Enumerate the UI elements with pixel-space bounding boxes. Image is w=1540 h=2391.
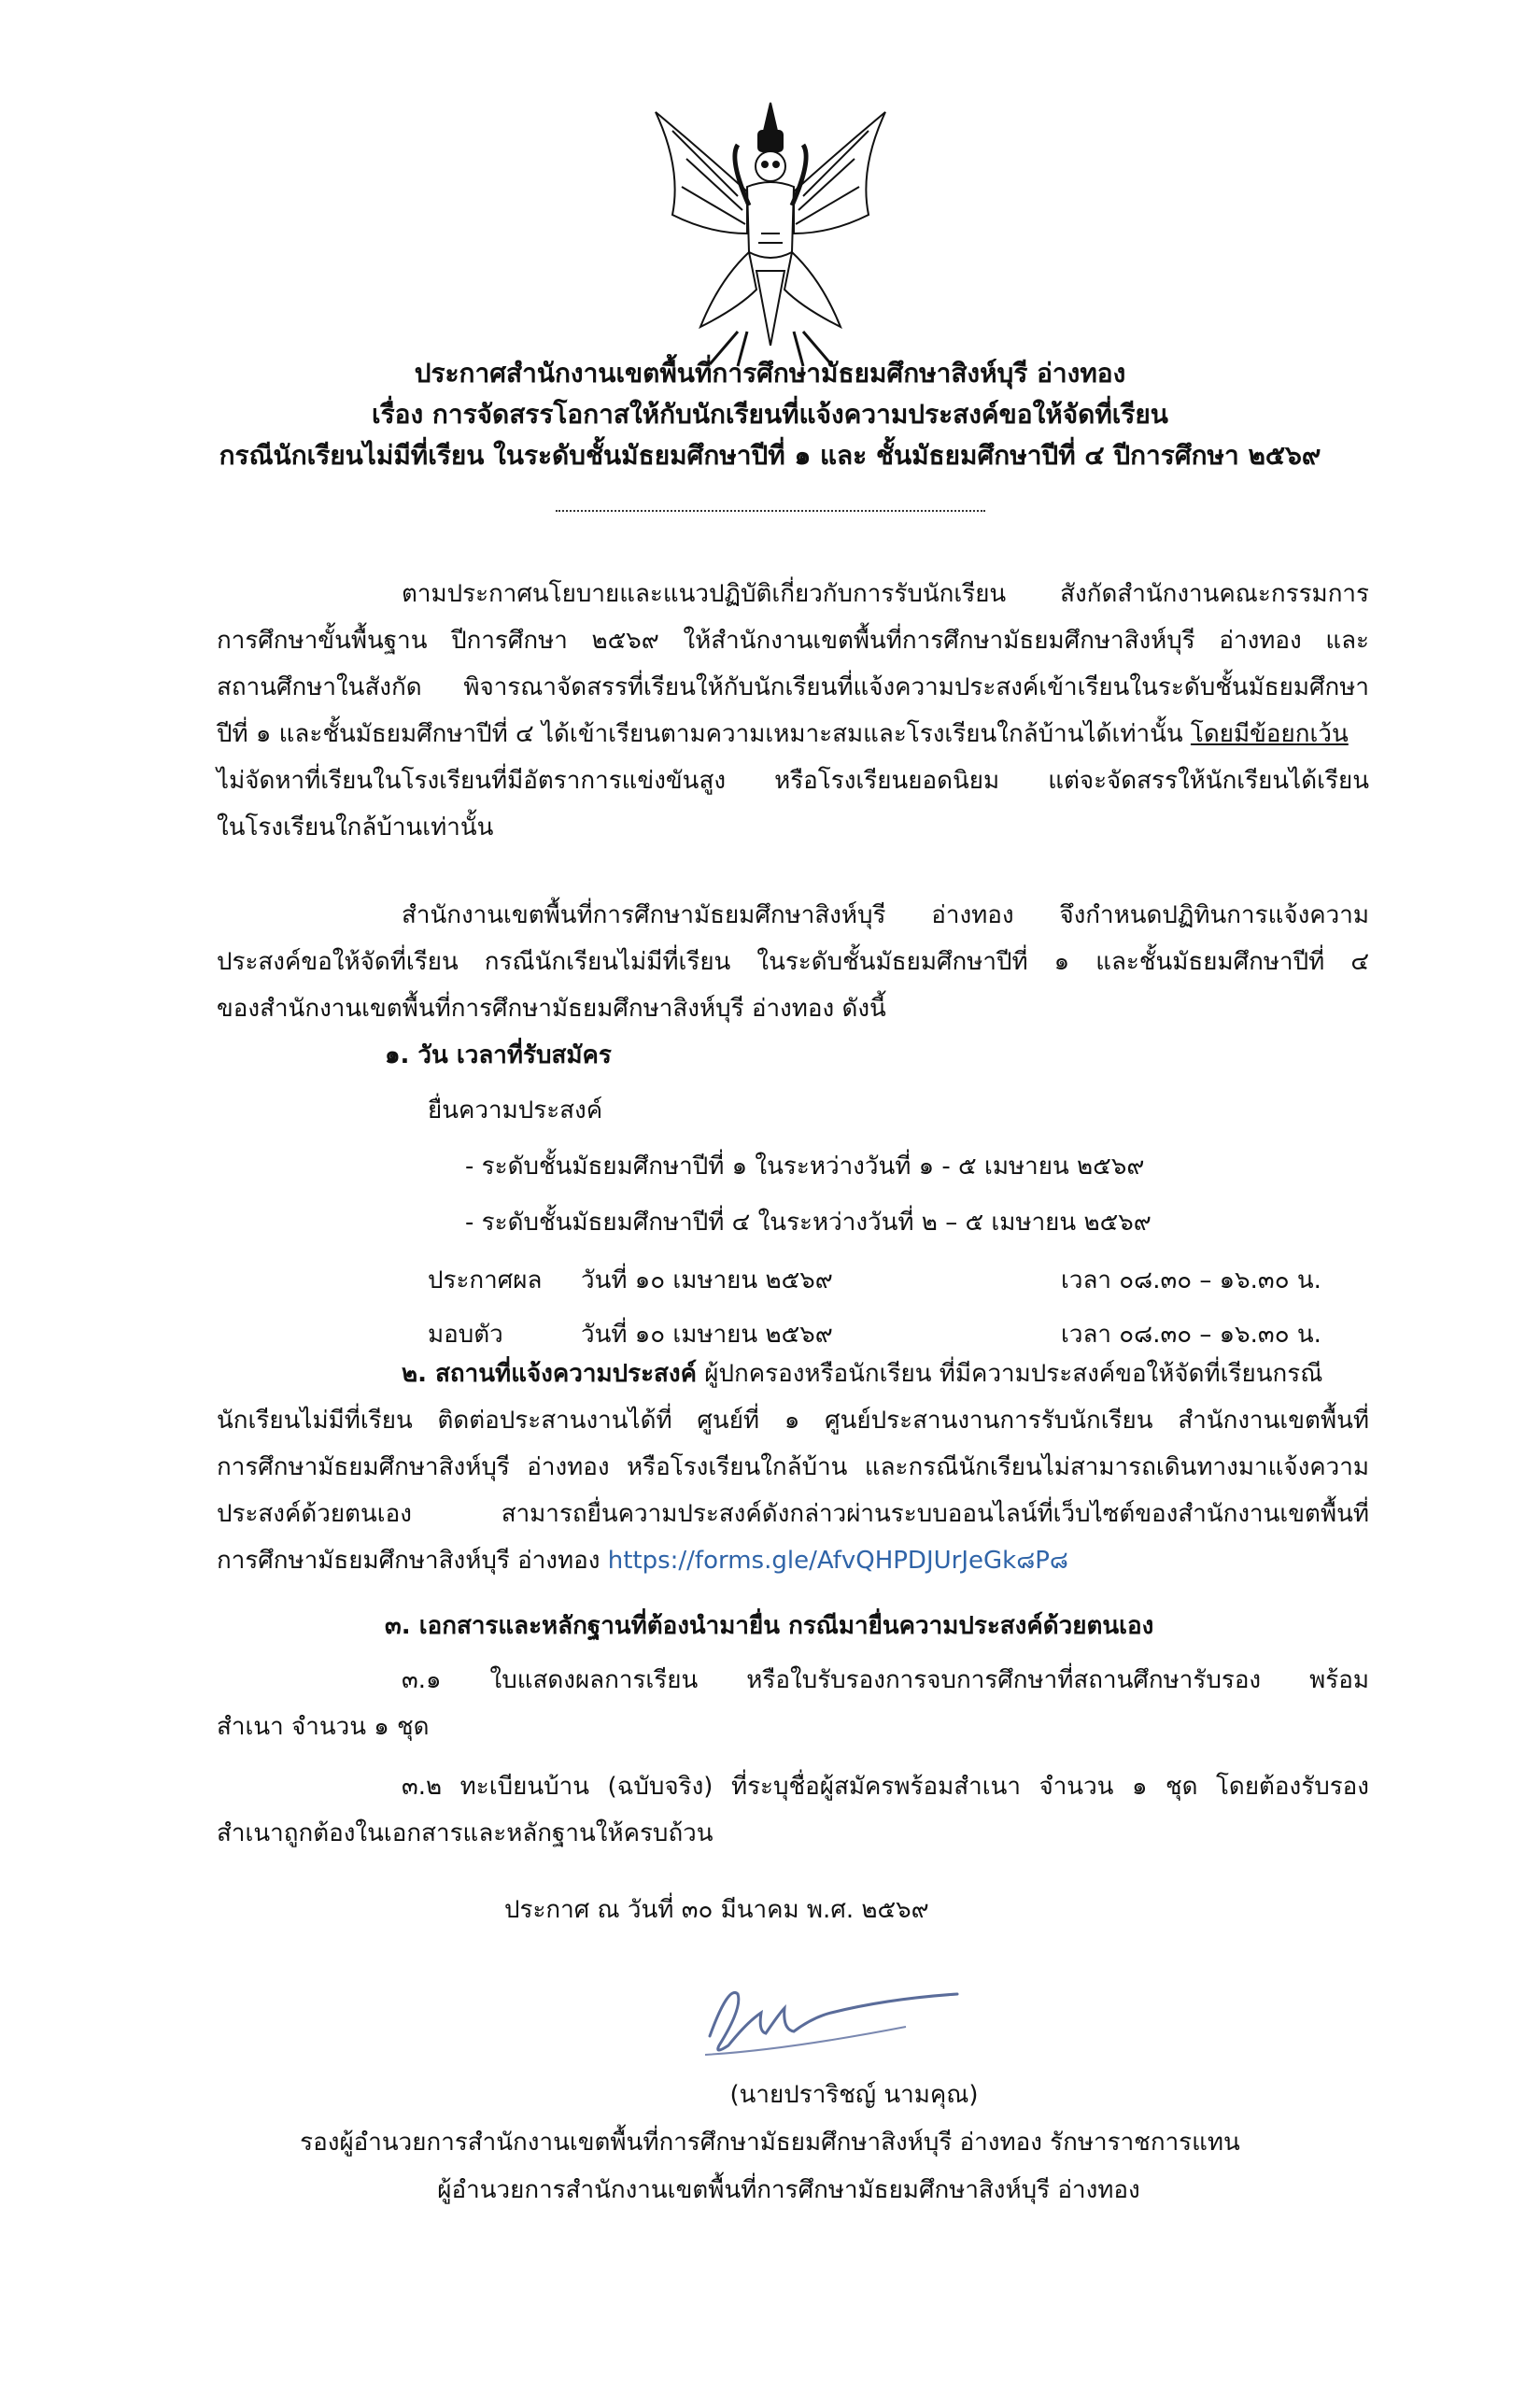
- paragraph-1: [217, 571, 1369, 851]
- section2-text: ผู้ปกครองหรือนักเรียน ที่มีความประสงค์ขอให้จัดที่เรียนกรณี: [697, 1360, 1323, 1388]
- announcement-date: ประกาศ ณ วันที่ ๓๐ มีนาคม พ.ศ. ๒๕๖๙: [504, 1896, 929, 1924]
- announce-label: ประกาศผล: [428, 1266, 543, 1295]
- schedule-item: - ระดับชั้นมัธยมศึกษาปีที่ ๔ ในระหว่างวันที่ ๒ – ๕ เมษายน ๒๕๖๙: [465, 1209, 1151, 1237]
- para1-line: สถานศึกษาในสังกัด พิจารณาจัดสรรที่เรียนให้กับนักเรียนที่แจ้งความประสงค์เข้าเรียนในระดับชั้นมัธยมศึกษา: [217, 673, 1369, 701]
- para2-line: ประสงค์ขอให้จัดที่เรียน กรณีนักเรียนไม่มีที่เรียน ในระดับชั้นมัธยมศึกษาปีที่ ๑ และชั้นมัธยมศึกษาปีที่ ๔: [217, 948, 1369, 976]
- section2-line: การศึกษามัธยมศึกษาสิงห์บุรี อ่างทอง หรือโรงเรียนใกล้บ้าน และกรณีนักเรียนไม่สามารถเดินทางมาแจ้งความ: [217, 1453, 1369, 1481]
- announcement-title: [0, 353, 1540, 476]
- para1-line: [217, 711, 1369, 757]
- para1-line: การศึกษาขั้นพื้นฐาน ปีการศึกษา ๒๕๖๙ ให้สำนักงานเขตพื้นที่การศึกษามัธยมศึกษาสิงห์บุรี อ่างทอง และ: [217, 627, 1369, 655]
- section3-line: สำเนา จำนวน ๑ ชุด: [217, 1713, 430, 1741]
- online-form-link[interactable]: https://forms.gle/AfvQHPDJUrJeGk๘P๘: [607, 1547, 1068, 1575]
- title-line-1: ประกาศสำนักงานเขตพื้นที่การศึกษามัธยมศึกษาสิงห์บุรี อ่างทอง: [414, 358, 1126, 389]
- section-3-heading: ๓. เอกสารและหลักฐานที่ต้องนำมายื่น กรณีมายื่นความประสงค์ด้วยตนเอง: [385, 1612, 1154, 1640]
- signatory-position-2: ผู้อำนวยการสำนักงานเขตพื้นที่การศึกษามัธยมศึกษาสิงห์บุรี อ่างทอง: [437, 2176, 1140, 2204]
- para1-line: ในโรงเรียนใกล้บ้านเท่านั้น: [217, 814, 494, 842]
- signatory-position-1: รองผู้อำนวยการสำนักงานเขตพื้นที่การศึกษามัธยมศึกษาสิงห์บุรี อ่างทอง รักษาราชการแทน: [300, 2129, 1240, 2157]
- section3-line: ๓.๑ ใบแสดงผลการเรียน หรือใบรับรองการจบการศึกษาที่สถานศึกษารับรอง พร้อม: [402, 1666, 1369, 1694]
- section2-line: [217, 1351, 1369, 1397]
- section-3-item-1: [217, 1657, 1369, 1750]
- section2-line: ประสงค์ด้วยตนเอง สามารถยื่นความประสงค์ดังกล่าวผ่านระบบออนไลน์ที่เว็บไซต์ของสำนักงานเขตพื้นที่: [217, 1500, 1369, 1528]
- para1-line: ไม่จัดหาที่เรียนในโรงเรียนที่มีอัตราการแข่งขันสูง หรือโรงเรียนยอดนิยม แต่จะจัดสรรให้นักเรียนได้เรียน: [217, 767, 1369, 795]
- report-label: มอบตัว: [428, 1321, 503, 1349]
- section3-line: สำเนาถูกต้องในเอกสารและหลักฐานให้ครบถ้วน: [217, 1819, 713, 1847]
- para1-text: ปีที่ ๑ และชั้นมัธยมศึกษาปีที่ ๔ ได้เข้าเรียนตามความเหมาะสมและโรงเรียนใกล้บ้านได้เท่านั้น: [217, 720, 1191, 748]
- submit-label: ยื่นความประสงค์: [428, 1096, 603, 1125]
- report-date: วันที่ ๑๐ เมษายน ๒๕๖๙: [581, 1321, 833, 1349]
- section-2: [217, 1351, 1369, 1584]
- paragraph-2: [217, 892, 1369, 1032]
- handwritten-signature-icon: [672, 1957, 971, 2069]
- exception-underlined-text: โดยมีข้อยกเว้น: [1190, 720, 1349, 748]
- title-line-2: เรื่อง การจัดสรรโอกาสให้กับนักเรียนที่แจ้งความประสงค์ขอให้จัดที่เรียน: [372, 399, 1168, 430]
- announce-date: วันที่ ๑๐ เมษายน ๒๕๖๙: [581, 1266, 833, 1295]
- para1-line: ตามประกาศนโยบายและแนวปฏิบัติเกี่ยวกับการรับนักเรียน สังกัดสำนักงานคณะกรรมการ: [402, 580, 1369, 608]
- section2-line: [217, 1537, 1369, 1584]
- para2-line: ของสำนักงานเขตพื้นที่การศึกษามัธยมศึกษาสิงห์บุรี อ่างทอง ดังนี้: [217, 995, 886, 1023]
- title-line-3: กรณีนักเรียนไม่มีที่เรียน ในระดับชั้นมัธยมศึกษาปีที่ ๑ และ ชั้นมัธยมศึกษาปีที่ ๔ ปีการศึกษา ๒๕๖๙: [219, 440, 1321, 471]
- section2-text: การศึกษามัธยมศึกษาสิงห์บุรี อ่างทอง: [217, 1547, 608, 1575]
- report-time: เวลา ๐๘.๓๐ – ๑๖.๓๐ น.: [1061, 1321, 1321, 1349]
- section3-line: ๓.๒ ทะเบียนบ้าน (ฉบับจริง) ที่ระบุชื่อผู้สมัครพร้อมสำเนา จำนวน ๑ ชุด โดยต้องรับรอง: [402, 1773, 1369, 1801]
- signatory-name: (นายปราริชญ์ นามคุณ): [729, 2081, 979, 2109]
- section-2-heading: ๒. สถานที่แจ้งความประสงค์: [402, 1360, 697, 1388]
- para2-line: สำนักงานเขตพื้นที่การศึกษามัธยมศึกษาสิงห์บุรี อ่างทอง จึงกำหนดปฏิทินการแจ้งความ: [402, 901, 1369, 929]
- section2-line: นักเรียนไม่มีที่เรียน ติดต่อประสานงานได้ที่ ศูนย์ที่ ๑ ศูนย์ประสานงานการรับนักเรียน สำนักงานเขตพื้นที่: [217, 1407, 1369, 1435]
- announce-time: เวลา ๐๘.๓๐ – ๑๖.๓๐ น.: [1061, 1266, 1321, 1295]
- schedule-item: - ระดับชั้นมัธยมศึกษาปีที่ ๑ ในระหว่างวันที่ ๑ - ๕ เมษายน ๒๕๖๙: [465, 1153, 1145, 1181]
- section-1-heading: ๑. วัน เวลาที่รับสมัคร: [385, 1041, 612, 1069]
- garuda-emblem-icon: [644, 93, 897, 374]
- section-3-item-2: [217, 1763, 1369, 1857]
- title-divider: [556, 510, 985, 512]
